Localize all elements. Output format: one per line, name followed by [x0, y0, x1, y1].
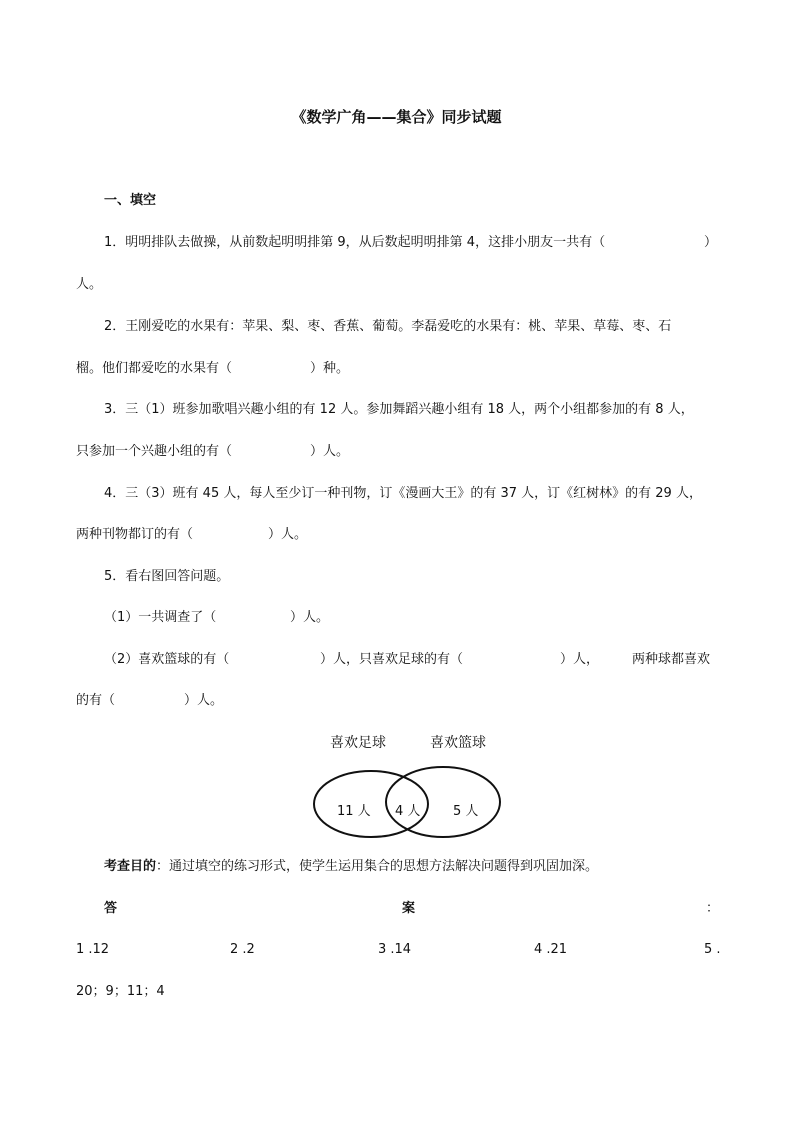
- answer-2: 2 .2: [230, 942, 255, 957]
- question-5-intro: 5．看右图回答问题。: [104, 569, 230, 584]
- answer-1: 1 .12: [76, 942, 110, 957]
- question-1-line-1: 1．明明排队去做操，从前数起明明排第 9，从后数起明明排第 4，这排小朋友一共有（: [104, 235, 606, 250]
- question-1-line-2: 人。: [76, 277, 103, 292]
- venn-diagram: [300, 760, 520, 840]
- question-5-sub2a: （2）喜欢篮球的有（: [104, 652, 230, 667]
- question-2-line-1: 2．王刚爱吃的水果有：苹果、梨、枣、香蕉、葡萄。李磊爱吃的水果有：桃、苹果、草莓、枣、石: [104, 319, 672, 334]
- question-5-sub1a: （1）一共调查了（: [104, 610, 217, 625]
- venn-left-only: 11 人: [337, 804, 371, 819]
- venn-right-label: 喜欢篮球: [430, 735, 486, 751]
- answer-heading-colon: ：: [706, 901, 720, 916]
- venn-right-only: 5 人: [453, 804, 479, 819]
- answer-heading-a: 答: [104, 901, 118, 916]
- purpose-text: ：通过填空的练习形式，使学生运用集合的思想方法解决问题得到巩固加深。: [156, 859, 599, 874]
- answer-5: 5 .: [704, 942, 721, 957]
- question-4-line-1: 4．三（3）班有 45 人，每人至少订一种刊物，订《漫画大王》的有 37 人，订《红树林》的有 29 人，: [104, 486, 702, 501]
- question-5-sub2c: ）人，: [560, 652, 600, 667]
- question-5-sub2f: ）人。: [184, 693, 224, 708]
- question-4-line-2a: 两种刊物都订的有（: [76, 527, 194, 542]
- question-2-line-2b: ）种。: [310, 361, 350, 376]
- question-5-sub2b: ）人，只喜欢足球的有（: [320, 652, 464, 667]
- question-5-sub1b: ）人。: [290, 610, 330, 625]
- question-5-sub2d: 两种球都喜欢: [632, 652, 711, 667]
- question-2-line-2a: 榴。他们都爱吃的水果有（: [76, 361, 233, 376]
- question-4-line-2b: ）人。: [268, 527, 308, 542]
- question-1-blank-close: ）: [704, 235, 718, 250]
- venn-both: 4 人: [395, 804, 421, 819]
- section-heading: 一、填空: [104, 193, 157, 208]
- purpose-line: [104, 858, 598, 876]
- question-5-sub2e: 的有（: [76, 693, 116, 708]
- question-3-line-1: 3．三（1）班参加歌唱兴趣小组的有 12 人。参加舞蹈兴趣小组有 18 人，两个小组都参加的有 8 人，: [104, 402, 694, 417]
- answer-3: 3 .14: [378, 942, 412, 957]
- answer-5-values: 20；9；11；4: [76, 984, 165, 999]
- venn-circle-basketball: [386, 767, 500, 837]
- question-3-line-2b: ）人。: [310, 444, 350, 459]
- purpose-label: 考查目的: [104, 859, 157, 874]
- page-title: 《数学广角——集合》同步试题: [291, 108, 502, 126]
- answer-4: 4 .21: [534, 942, 568, 957]
- question-3-line-2a: 只参加一个兴趣小组的有（: [76, 444, 233, 459]
- venn-left-label: 喜欢足球: [330, 735, 386, 751]
- answer-heading-b: 案: [402, 901, 416, 916]
